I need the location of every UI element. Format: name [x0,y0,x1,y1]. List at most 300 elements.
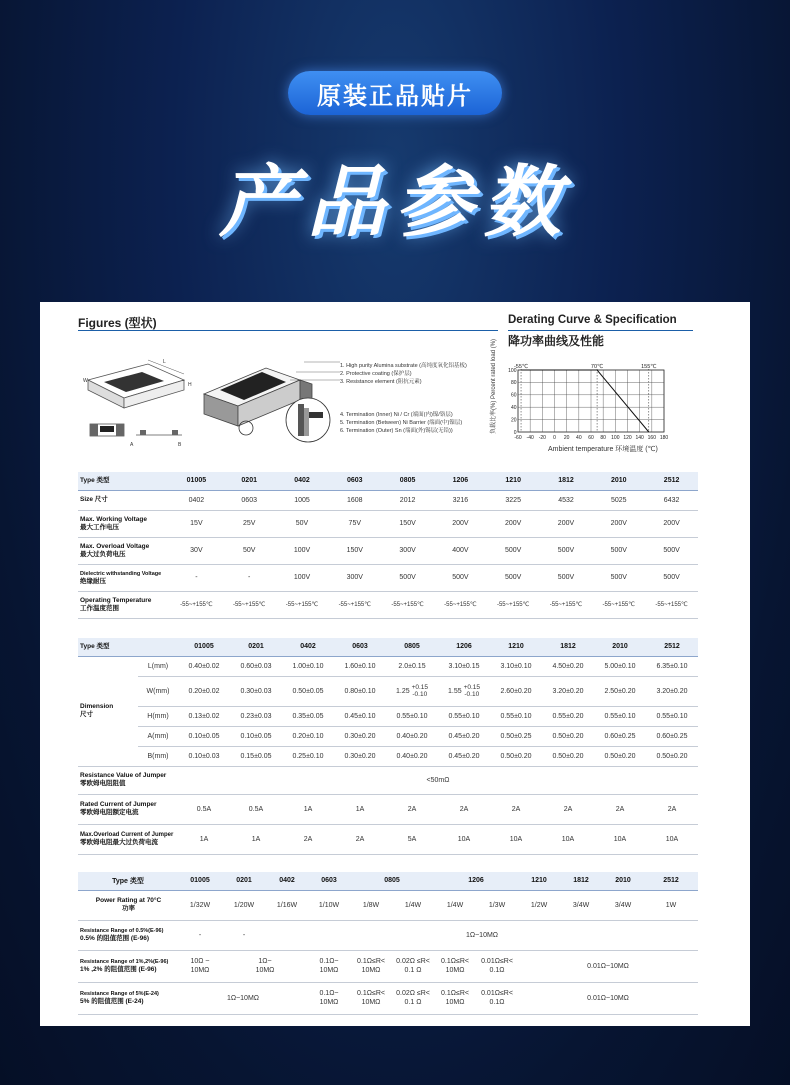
cell: 0.50±0.20 [594,746,646,766]
row-label-en: Resistance Range of 1%,2%(E-96) [80,959,169,965]
dim-label-a: A [130,442,134,448]
cell [392,982,434,1014]
cell: 10A [594,824,646,854]
cell: 2A [334,824,386,854]
cell: 0.45±0.20 [438,726,490,746]
legend-item-6: 6. Termination (Outer) Sn (端面(外)锡层(无铅)) [340,428,453,435]
dim-label-h: H [188,382,192,388]
cell: 200V [540,510,593,537]
cell-line: 1Ω~ [258,958,272,965]
legend-item-2: 2. Protective coating (保护层) [340,371,412,378]
w1206-plus: +0.15 [463,684,481,691]
t1-header-1210: 1210 [487,472,540,490]
cell-w-1206 [438,676,490,706]
cell [476,982,518,1014]
t1-row-working-voltage [78,510,698,537]
cell: 5A [386,824,438,854]
t3-header-2010: 2010 [602,872,644,890]
cell-line: 0.02Ω ≤R< [396,958,430,965]
cell: 200V [487,510,540,537]
row-label [78,510,170,537]
page-title: 产品参数 [218,158,571,248]
cell: 50V [276,510,329,537]
cell-line: 0.02Ω ≤R< [396,990,430,997]
cell-line: 10MΩ [361,999,381,1006]
t1-header-2010: 2010 [592,472,645,490]
cell: - [222,920,266,950]
cell: 2A [282,824,334,854]
row-label-en: Operating Temperature [80,596,152,604]
chart-top-label: 155℃ [641,364,657,370]
cell-line: 10MΩ [445,999,465,1006]
cell: 10A [646,824,698,854]
cell: 2.60±0.20 [490,676,542,706]
row-label-cn: 绝缘耐压 [80,577,106,585]
cell: 1Ω~10MΩ [178,982,308,1014]
dim-name: B(mm) [138,746,178,766]
cell: 1/4W [434,890,476,920]
cell-range-05: 1Ω~10MΩ [266,920,698,950]
figures-rule [78,330,498,331]
cell: 4532 [540,490,593,510]
cell: 2A [542,794,594,824]
cell: - [170,564,223,591]
chart-x-tick-label: 40 [576,435,582,441]
t2-header-0603: 0603 [334,638,386,656]
cell: 0.25±0.10 [282,746,334,766]
original-product-pill: 原装正品贴片 [288,71,502,115]
cell-line: 10MΩ [445,967,465,974]
row-label [78,920,178,950]
cell: 0.01Ω~10MΩ [518,950,698,982]
cell: 0.45±0.10 [334,706,386,726]
cell: 3.10±0.10 [490,656,542,676]
row-label [78,766,178,794]
cell: 6.35±0.10 [646,656,698,676]
cell: 0.55±0.10 [594,706,646,726]
cell: 0.55±0.10 [438,706,490,726]
cell: 50V [223,537,276,564]
row-label [78,564,170,591]
chart-x-tick-label: 140 [635,435,644,441]
chart-x-tick-label: 80 [600,435,606,441]
t2-row-b [78,746,698,766]
cell: 0.01Ω~10MΩ [518,982,698,1014]
cell: 1.00±0.10 [282,656,334,676]
spec-table-resistance-range [78,872,698,1015]
cell: 1A [230,824,282,854]
w1206-minus: -0.10 [464,691,480,698]
dimension-label-en: Dimension [80,703,114,710]
cell: 0.10±0.05 [178,726,230,746]
t3-header-1812: 1812 [560,872,602,890]
row-label [78,950,178,982]
cell-w-0805 [386,676,438,706]
cell: -55~+155℃ [540,591,593,618]
cell-line: 10MΩ [361,967,381,974]
t3-header-type: Type 类型 [78,872,178,890]
cell: 0.60±0.03 [230,656,282,676]
chart-x-tick-label: 20 [563,435,570,441]
cell: 200V [592,510,645,537]
dim-name: L(mm) [138,656,178,676]
w1206-base: 1.55 [447,687,462,695]
t2-header-0402: 0402 [282,638,334,656]
cell [350,950,392,982]
legend-item-3: 3. Resistance element (阻抗元素) [340,379,422,386]
cell: 0.23±0.03 [230,706,282,726]
cell-line: 0.1Ω≤R< [357,990,385,997]
cell: 500V [592,564,645,591]
t3-header-01005: 01005 [178,872,222,890]
cell: -55~+155℃ [381,591,434,618]
w0805-plus: +0.15 [411,684,429,691]
row-label [78,982,178,1014]
cell: 1.60±0.10 [334,656,386,676]
cell: 2.50±0.20 [594,676,646,706]
cell: - [178,920,222,950]
chip-dimension-drawing [78,350,198,450]
cell: -55~+155℃ [645,591,698,618]
row-label: Size 尺寸 [78,490,170,510]
chart-y-tick-label: 0 [513,429,517,436]
cell: 150V [381,510,434,537]
t3-header-0201: 0201 [222,872,266,890]
row-label-en: Max. Overload Voltage [80,542,150,550]
cell: -55~+155℃ [328,591,381,618]
derating-rule [508,330,693,331]
cell: 3.20±0.20 [542,676,594,706]
cell: 0.50±0.20 [490,746,542,766]
cell: 10A [490,824,542,854]
chip-cross-section-drawing [200,360,340,448]
row-label-cn: 5% 的阻值范围 (E-24) [80,998,144,1005]
cell: 100V [276,537,329,564]
t2-header-2010: 2010 [594,638,646,656]
cell-line: 10MΩ [255,967,275,974]
cell: 0.20±0.02 [178,676,230,706]
cell: 500V [487,564,540,591]
cell: 500V [487,537,540,564]
cell: 0.40±0.20 [386,746,438,766]
t1-header-1206: 1206 [434,472,487,490]
row-label-cn: 工作温度范围 [80,604,119,612]
row-label [78,824,178,854]
t3-header-2512: 2512 [644,872,698,890]
cell: 0.50±0.05 [282,676,334,706]
dim-label-l: L [163,359,166,365]
dimension-label-cn: 尺寸 [80,711,93,718]
cell: 2012 [381,490,434,510]
cell: 1005 [276,490,329,510]
cell-line: 10Ω ~ [190,958,210,965]
row-label-cn: 功率 [122,905,135,912]
cell: 0.15±0.05 [230,746,282,766]
w0805-base: 1.25 [395,687,410,695]
cell: 0.50±0.25 [490,726,542,746]
cell: 300V [328,564,381,591]
cell: 4.50±0.20 [542,656,594,676]
cell: 3/4W [602,890,644,920]
cell: 500V [381,564,434,591]
cell: 200V [645,510,698,537]
t1-header-0805: 0805 [381,472,434,490]
cell: 0.20±0.10 [282,726,334,746]
cell [476,950,518,982]
row-label-en: Rated Current of Jumper [80,801,157,808]
row-label-cn: 1% ,2% 的阻值范围 (E-96) [80,966,157,973]
t3-header-0402: 0402 [266,872,308,890]
chart-x-tick-label: 0 [553,435,556,441]
cell: -55~+155℃ [487,591,540,618]
legend-item-4: 4. Termination (Inner) Ni / Cr (端面(内)镍/铬层) [340,411,453,418]
cell: 0.40±0.02 [178,656,230,676]
w0805-minus: -0.10 [412,691,428,698]
figures-title: Figures (型状) [78,316,157,330]
chart-x-tick-label: 120 [623,435,632,441]
row-label-cn: 零欧姆电阻额定电流 [80,809,139,816]
cell: 3.20±0.20 [646,676,698,706]
cell: 0.60±0.25 [646,726,698,746]
cell: 0.40±0.20 [386,726,438,746]
legend-item-1: 1. High purity Alumina substrate (高纯度氧化铝基板) [340,363,467,369]
cell-line: 0.1Ω [489,967,505,974]
t1-header-0603: 0603 [328,472,381,490]
cell: 0.50±0.20 [542,726,594,746]
cell: 0.30±0.03 [230,676,282,706]
legend-item-5: 5. Termination (Between) Ni Barrier (端面(中)镍层) [340,419,463,426]
chart-top-label: 70℃ [590,364,604,370]
cell: 0.60±0.25 [594,726,646,746]
cell: 10A [438,824,490,854]
t2-header-0201: 0201 [230,638,282,656]
cell: 2A [386,794,438,824]
cell: 0.55±0.10 [490,706,542,726]
cell: 2A [490,794,542,824]
cell-line: 0.1 Ω [404,967,422,974]
cell: 3225 [487,490,540,510]
t1-row-dielectric [78,564,698,591]
chart-x-axis-label: Ambient temperature 环境温度 (℃) [548,446,658,453]
cell: -55~+155℃ [592,591,645,618]
cell: 10A [542,824,594,854]
figures-legend [340,362,467,435]
cell: 3/4W [560,890,602,920]
cell-line: 0.1 Ω [404,999,422,1006]
row-label-cn: 零欧姆电阻阻值 [80,780,126,787]
cell [392,950,434,982]
cell: 1W [644,890,698,920]
chart-x-tick-label: 180 [659,435,669,441]
dim-label-b: B [178,442,182,448]
cell: 150V [328,537,381,564]
cell: 3216 [434,490,487,510]
spec-sheet [40,302,750,1026]
cell: 500V [645,564,698,591]
cell: 1/32W [178,890,222,920]
t1-row-operating-temp [78,591,698,618]
t3-row-range-1 [78,950,698,982]
row-label-cn: 最大过负荷电压 [80,550,126,558]
cell: -55~+155℃ [170,591,223,618]
cell: 1/16W [266,890,308,920]
derating-title: Derating Curve & Specification [508,314,677,326]
t2-header-type: Type 类型 [78,638,178,656]
cell [308,982,350,1014]
t1-header-0201: 0201 [223,472,276,490]
t2-row-jumper-overload [78,824,698,854]
cell-line: 0.1Ω~ [319,990,339,997]
cell: 75V [328,510,381,537]
cell [434,982,476,1014]
row-label [78,591,170,618]
t2-header-1812: 1812 [542,638,594,656]
t2-row-jumper-current [78,794,698,824]
cell: 2.0±0.15 [386,656,438,676]
cell: 25V [223,510,276,537]
chart-y-tick-label: 40 [510,405,517,411]
cell: 500V [645,537,698,564]
cell: 5025 [592,490,645,510]
row-label-en: Max.Overload Current of Jumper [80,832,174,838]
cell: 500V [540,537,593,564]
cell: 0.80±0.10 [334,676,386,706]
cell: 1/8W [350,890,392,920]
t2-header-1210: 1210 [490,638,542,656]
t2-row-w [78,676,698,706]
cell: 0603 [223,490,276,510]
cell [178,950,222,982]
cell [434,950,476,982]
cell: 1/20W [222,890,266,920]
derating-subtitle: 降功率曲线及性能 [508,334,605,348]
t2-header-2512: 2512 [646,638,698,656]
cell: 0.55±0.20 [542,706,594,726]
t1-header-01005: 01005 [170,472,223,490]
cell: 0.10±0.03 [178,746,230,766]
t2-row-jumper-resistance [78,766,698,794]
cell: 1A [334,794,386,824]
cell: 0402 [170,490,223,510]
t1-header-2512: 2512 [645,472,698,490]
chart-x-tick-label: 160 [647,435,657,441]
cell-line: 0.01Ω≤R< [481,958,513,965]
spec-table-dimension [78,638,698,855]
cell: 0.35±0.05 [282,706,334,726]
dim-name: A(mm) [138,726,178,746]
cell: 2A [594,794,646,824]
t3-row-range-05 [78,920,698,950]
row-label-en: Resistance Range of 0.5%(E-96) [80,928,164,934]
row-label-en: Dielectric withstanding Voltage [80,570,162,577]
chart-x-tick-label: -60 [514,435,522,441]
cell: 0.5A [230,794,282,824]
cell: 0.13±0.02 [178,706,230,726]
dim-label-w: W [83,378,88,384]
cell [350,982,392,1014]
chart-y-tick-label: 60 [510,392,517,399]
cell: 400V [434,537,487,564]
chart-x-tick-label: 100 [611,435,620,441]
t2-header-01005: 01005 [178,638,230,656]
cell: 1/4W [392,890,434,920]
t3-row-power [78,890,698,920]
chart-x-tick-label: 60 [588,435,594,441]
row-label-en: Power Rating at 70°C [95,897,162,904]
dimension-label [78,656,138,766]
spec-table-voltage [78,472,698,619]
cell: -55~+155℃ [276,591,329,618]
dim-name: W(mm) [138,676,178,706]
row-label-cn: 0.5% 的阻值范围 (E-96) [80,935,149,942]
cell: 0.10±0.05 [230,726,282,746]
row-label-cn: 最大工作电压 [80,523,119,531]
cell: 0.30±0.20 [334,746,386,766]
cell-line: 0.1Ω≤R< [441,958,469,965]
t3-header-0603: 0603 [308,872,350,890]
t2-header-1206: 1206 [438,638,490,656]
chart-y-axis-label: 负载比率(%) Percent rated load (%) [491,338,497,434]
cell: -55~+155℃ [434,591,487,618]
derating-chart [508,358,708,458]
cell-line: 0.01Ω≤R< [481,990,513,997]
cell: 500V [540,564,593,591]
cell-line: 0.1Ω [489,999,505,1006]
cell: 2A [646,794,698,824]
cell: 30V [170,537,223,564]
cell: 1A [178,824,230,854]
cell: 0.55±0.10 [646,706,698,726]
dim-name: H(mm) [138,706,178,726]
t1-row-overload-voltage [78,537,698,564]
chart-y-tick-label: 100 [508,367,517,374]
cell: 1A [282,794,334,824]
cell [222,950,308,982]
row-label [78,890,178,920]
cell: 0.5A [178,794,230,824]
cell: 500V [592,537,645,564]
row-label-en: Resistance Value of Jumper [80,772,167,779]
cell: 0.50±0.20 [542,746,594,766]
row-label [78,537,170,564]
t3-row-range-5 [78,982,698,1014]
cell-line: 0.1Ω≤R< [357,958,385,965]
cell: 0.55±0.10 [386,706,438,726]
t1-header-type: Type 类型 [78,472,170,490]
cell: 1/2W [518,890,560,920]
cell: 3.10±0.15 [438,656,490,676]
chart-x-tick-label: -40 [526,435,534,441]
t2-row-a [78,726,698,746]
row-label-en: Max. Working Voltage [80,515,147,523]
t3-header-1210: 1210 [518,872,560,890]
cell-line: 0.1Ω~ [319,958,339,965]
cell: 15V [170,510,223,537]
cell: 1/3W [476,890,518,920]
cell-line: 10MΩ [319,967,339,974]
cell: 2A [438,794,490,824]
cell: -55~+155℃ [223,591,276,618]
cell: - [223,564,276,591]
row-label-en: Resistance Range of 5%(E-24) [80,991,159,997]
row-label-cn: 零欧姆电阻最大过负荷电流 [80,839,158,846]
t2-header-0805: 0805 [386,638,438,656]
chart-y-tick-label: 80 [510,380,517,387]
cell-line: 0.1Ω≤R< [441,990,469,997]
cell [308,950,350,982]
cell-line: 10MΩ [190,967,210,974]
t1-header-1812: 1812 [540,472,593,490]
